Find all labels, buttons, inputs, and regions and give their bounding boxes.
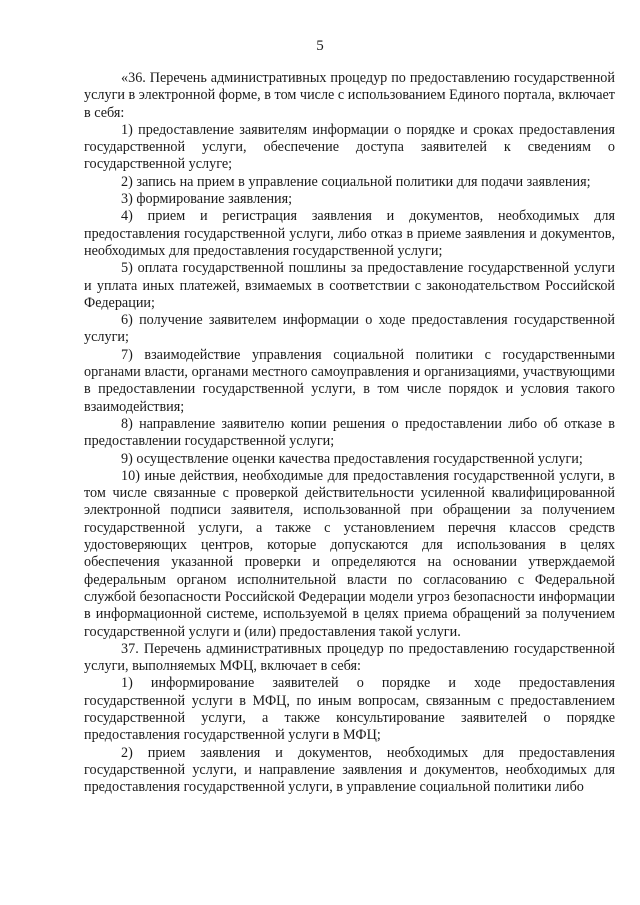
list-item-36-2: 2) запись на прием в управление социальной политики для подачи заявления;: [121, 173, 591, 190]
list-item-36-7: 7) взаимодействие управления социальной политики с государственными органами власти, органами местного самоуправления и организациями, участвующими в предоставлении государственной услуги, в том числе порядок и условия такого взаимодействия;: [84, 346, 615, 415]
paragraph-37-intro: 37. Перечень административных процедур по предоставлению государственной услуги, выполняемых МФЦ, включает в себя:: [84, 640, 615, 675]
paragraph-36-intro: «36. Перечень административных процедур по предоставлению государственной услуги в электронной форме, в том числе с использованием Единого портала, включает в себя:: [84, 70, 615, 121]
page-number: 5: [316, 38, 324, 54]
list-item-37-1: 1) информирование заявителей о порядке и ходе предоставления государственной услуги в МФЦ, по иным вопросам, связанным с предоставлением государственной услуги, а также консультирование заявителей о порядке предоставления государственной услуги в МФЦ;: [84, 675, 615, 744]
list-item-36-10: 10) иные действия, необходимые для предоставления государственной услуги, в том числе связанные с проверкой действительности усиленной квалифицированной электронной подписи заявителя, использованной при обращении за получением государственной услуги, а также с установлением перечня классов средств удостоверяющих центров, которые допускаются для использования в целях обеспечения указанной проверки и определяются на основании утверждаемой федеральным органом исполнительной власти по согласованию с Федеральной службой безопасности Российской Федерации модели угроз безопасности информации в информационной системе, используемой в целях приема обращений за получением государственной услуги и (или) предоставления такой услуги.: [84, 467, 615, 640]
list-item-37-2: 2) прием заявления и документов, необходимых для предоставления государственной услуги, и направление заявления и документов, необходимых для предоставления государственной услуги, в управление социальной политики либо: [84, 744, 615, 796]
list-item-36-5: 5) оплата государственной пошлины за предоставление государственной услуги и уплата иных платежей, взимаемых в соответствии с законодательством Российской Федерации;: [84, 260, 615, 311]
list-item-36-6: 6) получение заявителем информации о ходе предоставления государственной услуги;: [84, 312, 615, 346]
list-item-36-1: 1) предоставление заявителям информации о порядке и сроках предоставления государственной услуги, обеспечение доступа заявителей к сведениям о государственной услуге;: [84, 121, 615, 173]
list-item-36-8: 8) направление заявителю копии решения о предоставлении либо об отказе в предоставлении государственной услуги;: [84, 415, 615, 450]
list-item-36-3: 3) формирование заявления;: [121, 191, 293, 208]
list-item-36-4: 4) прием и регистрация заявления и документов, необходимых для предоставления государственной услуги, либо отказ в приеме заявления и документов, необходимых для предоставления государственной услуги;: [84, 208, 615, 259]
document-body: [84, 70, 615, 796]
list-item-36-9: 9) осуществление оценки качества предоставления государственной услуги;: [121, 450, 583, 467]
